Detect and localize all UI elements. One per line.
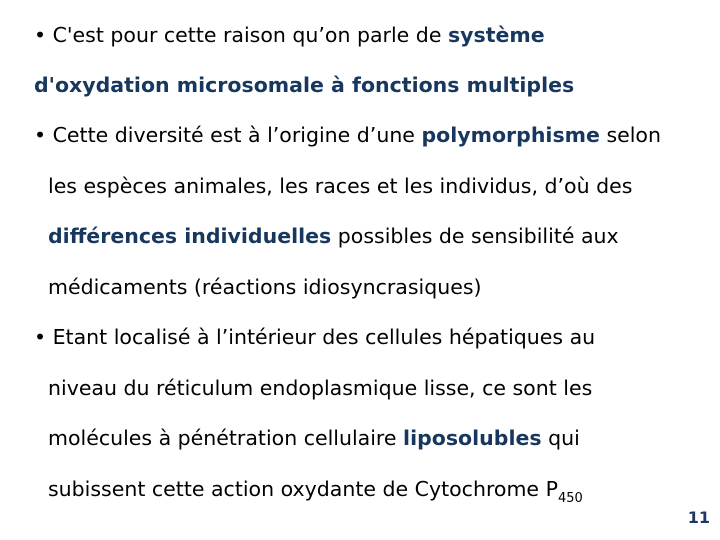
bullet3-line1 [34,324,595,350]
bullet3-line4-subscript: 450 [557,491,583,506]
bullet2-line2-text: les espèces animales, les races et les individus, d’où des [48,174,633,198]
bullet3-line4 [48,476,583,506]
bullet3-line4-text: subissent cette action oxydante de Cytochrome P [48,477,558,501]
bullet1-line2-highlight: d'oxydation microsomale à fonctions multiples [34,73,575,97]
bullet2-line1-text: • Cette diversité est à l’origine d’une [34,123,422,147]
bullet2-line1-highlight: polymorphisme [421,123,600,147]
bullet2-line2 [48,173,632,199]
page-number: 11 [687,508,710,527]
bullet1-line1 [34,22,545,48]
bullet2-line1 [34,122,661,148]
bullet2-line3-tail: possibles de sensibilité aux [331,224,619,248]
bullet3-line3-tail: qui [541,426,580,450]
bullet3-line1-text: • Etant localisé à l’intérieur des cellules hépatiques au [34,325,596,349]
bullet3-line3 [48,425,580,451]
bullet3-line3-text: molécules à pénétration cellulaire [48,426,404,450]
bullet2-line3 [48,223,619,249]
bullet1-line1-text: • C'est pour cette raison qu’on parle de [34,23,448,47]
bullet3-line2-text: niveau du réticulum endoplasmique lisse, ce sont les [48,376,593,400]
bullet2-line4-text: médicaments (réactions idiosyncrasiques) [48,275,482,299]
bullet1-line1-highlight: système [447,23,545,47]
bullet2-line1-tail: selon [599,123,661,147]
bullet1-line2 [34,72,574,98]
bullet2-line3-highlight: différences individuelles [48,224,332,248]
bullet2-line4 [48,274,482,300]
bullet3-line2 [48,375,592,401]
bullet3-line3-highlight: liposolubles [403,426,542,450]
